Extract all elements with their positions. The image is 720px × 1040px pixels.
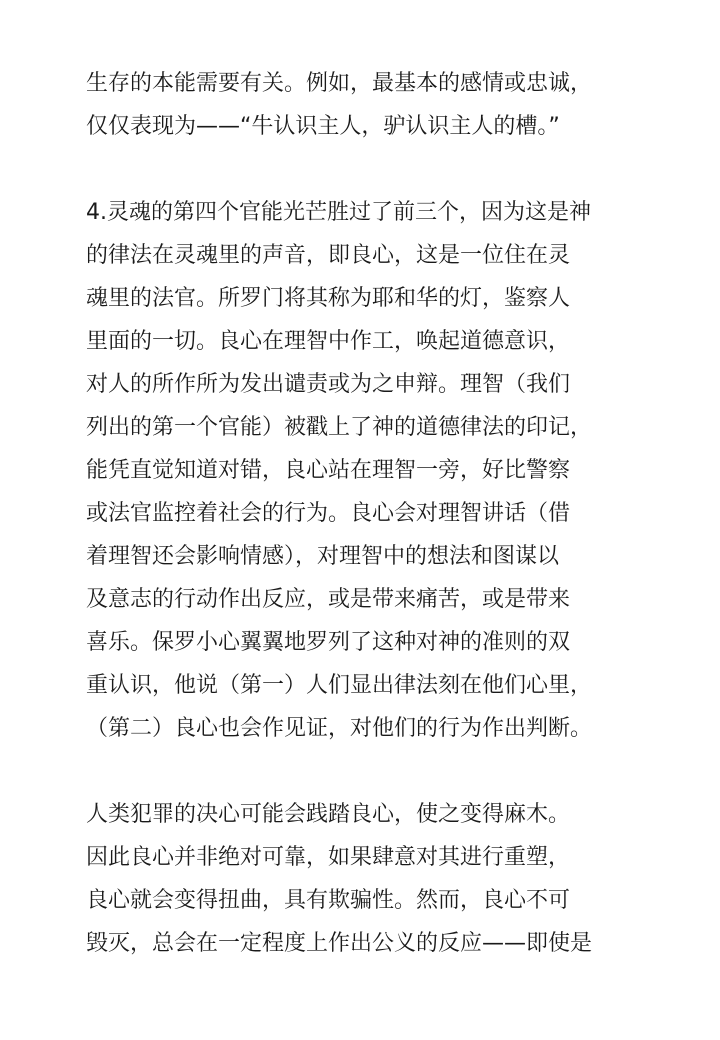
text-line: 魂里的法官。所罗门将其称为耶和华的灯，鉴察人 xyxy=(86,286,571,311)
paragraph-1 xyxy=(86,62,646,148)
text-line: 及意志的行动作出反应，或是带来痛苦，或是带来 xyxy=(86,587,571,612)
text-line: 对人的所作所为发出谴责或为之申辩。理智（我们 xyxy=(86,372,571,397)
text-line: 人类犯罪的决心可能会践踏良心，使之变得麻木。 xyxy=(86,802,571,827)
text-line: 重认识，他说（第一）人们显出律法刻在他们心里， xyxy=(86,673,593,698)
paragraph-gap xyxy=(86,750,646,793)
text-line: 仅仅表现为——“牛认识主人，驴认识主人的槽。” xyxy=(86,114,560,139)
document-page xyxy=(86,62,646,965)
text-line: 里面的一切。良心在理智中作工，唤起道德意识， xyxy=(86,329,571,354)
text-line: 着理智还会影响情感），对理智中的想法和图谋以 xyxy=(86,544,560,569)
text-line: （第二）良心也会作见证，对他们的行为作出判断。 xyxy=(86,716,593,741)
text-line: 能凭直觉知道对错，良心站在理智一旁，好比警察 xyxy=(86,458,571,483)
text-line: 生存的本能需要有关。例如，最基本的感情或忠诚， xyxy=(86,71,593,96)
text-line: 或法官监控着社会的行为。良心会对理智讲话（借 xyxy=(86,501,571,526)
text-line: 喜乐。保罗小心翼翼地罗列了这种对神的准则的双 xyxy=(86,630,571,655)
text-line: 的律法在灵魂里的声音，即良心，这是一位住在灵 xyxy=(86,243,571,268)
text-line: 4.灵魂的第四个官能光芒胜过了前三个，因为这是神 xyxy=(86,200,591,225)
paragraph-3 xyxy=(86,793,646,965)
paragraph-gap xyxy=(86,148,646,191)
text-line: 毁灭，总会在一定程度上作出公义的反应——即使是 xyxy=(86,931,593,956)
text-line: 列出的第一个官能）被戳上了神的道德律法的印记， xyxy=(86,415,593,440)
text-line: 因此良心并非绝对可靠，如果肆意对其进行重塑， xyxy=(86,845,571,870)
text-line: 良心就会变得扭曲，具有欺骗性。然而，良心不可 xyxy=(86,888,571,913)
paragraph-2 xyxy=(86,191,646,750)
